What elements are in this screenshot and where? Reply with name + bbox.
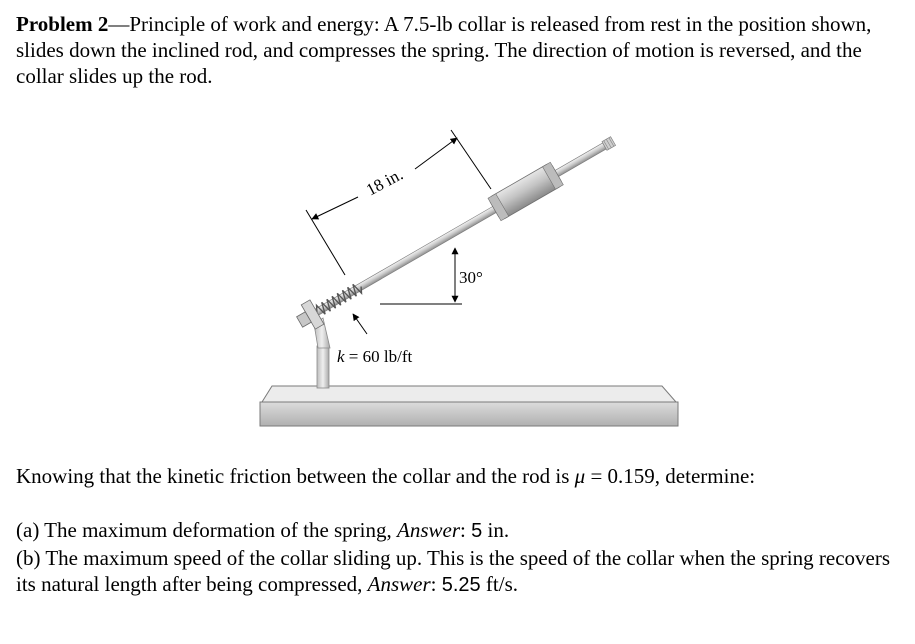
question-a xyxy=(16,517,911,544)
distance-dimension xyxy=(306,130,491,275)
spring-constant xyxy=(337,314,412,366)
base-plate xyxy=(260,386,678,426)
distance-label: 18 in. xyxy=(362,164,407,200)
problem-heading: Problem 2 xyxy=(16,12,109,36)
answer-b-value: 5.25 xyxy=(441,574,481,596)
angle-label: 30° xyxy=(459,268,483,287)
answer-a-colon: : xyxy=(460,518,472,542)
spring-constant-symbol: k xyxy=(337,347,345,366)
angle-dimension xyxy=(380,248,483,304)
question-b xyxy=(16,545,911,598)
answer-b-label: Answer xyxy=(367,572,431,596)
friction-text-after: = 0.159, determine: xyxy=(585,464,756,488)
answer-a-value: 5 xyxy=(471,520,483,542)
friction-text-before: Knowing that the kinetic friction between the collar and the rod is xyxy=(16,464,575,488)
question-a-text: (a) The maximum deformation of the spring, xyxy=(16,518,398,542)
friction-statement xyxy=(16,463,906,489)
answer-b-unit: ft/s. xyxy=(480,572,519,596)
problem-text: —Principle of work and energy: A 7.5-lb collar is released from rest in the position shown, slides down the inclined rod, and compresses the spring. The direction of motion is reversed, and the collar slides up the rod. xyxy=(16,12,872,88)
spring-constant-label xyxy=(337,347,412,366)
question-b-text: (b) The maximum speed of the collar sliding up. This is the speed of the collar when the spring recovers its natural length after being compressed, xyxy=(16,546,891,596)
collar xyxy=(488,162,563,221)
spring-constant-value: = 60 lb/ft xyxy=(344,347,413,366)
answer-a-label: Answer xyxy=(397,518,461,542)
collar-rod-figure xyxy=(250,118,690,438)
problem-statement xyxy=(16,11,906,89)
mu-symbol: μ xyxy=(574,464,586,488)
answer-a-unit: in. xyxy=(482,518,510,542)
answer-b-colon: : xyxy=(430,572,442,596)
